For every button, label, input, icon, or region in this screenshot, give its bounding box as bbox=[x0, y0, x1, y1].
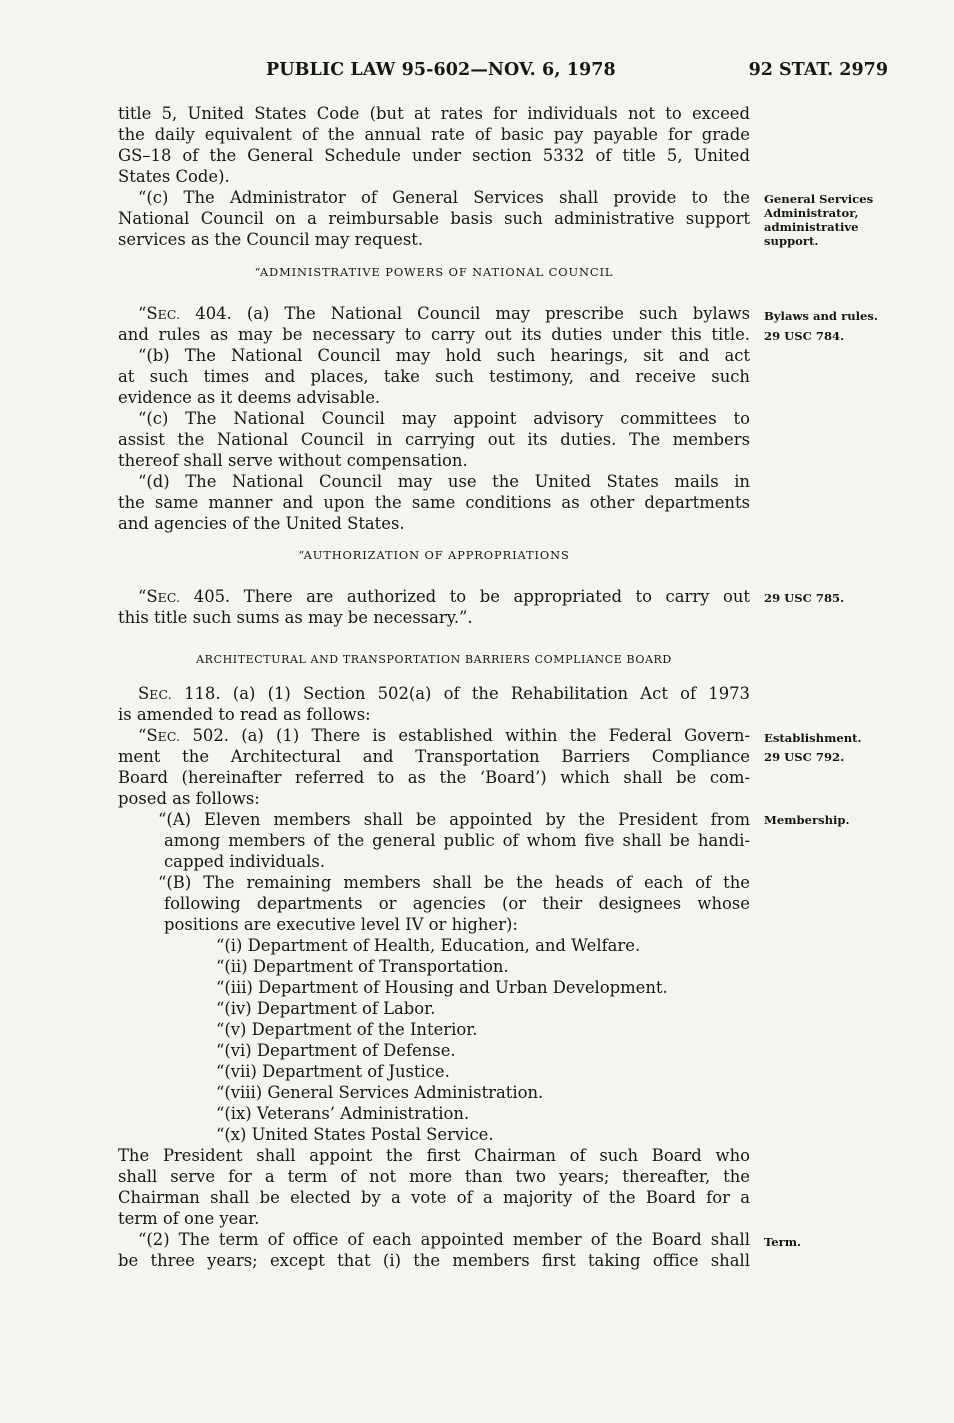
list-item: “(x) United States Postal Service. bbox=[216, 1125, 494, 1144]
page-header bbox=[0, 60, 954, 84]
margin-note-bylaws: Bylaws and rules. bbox=[764, 309, 878, 323]
text-line: services as the Council may request. bbox=[118, 230, 424, 249]
text-line: “(c) The National Council may appoint advisory committees to bbox=[138, 409, 750, 428]
list-item: “(vi) Department of Defense. bbox=[216, 1041, 456, 1060]
text-line: States Code). bbox=[118, 167, 230, 186]
margin-note-line: General Services bbox=[764, 192, 874, 206]
text-line: term of one year. bbox=[118, 1209, 260, 1228]
text-line: “SEC. 502. (a) (1) There is established within the Federal Govern- bbox=[138, 726, 750, 745]
margin-note-membership: Membership. bbox=[764, 813, 850, 827]
text-line: assist the National Council in carrying out its duties. The members bbox=[118, 430, 750, 449]
margin-note-establishment: Establishment. bbox=[764, 731, 862, 745]
text-line: capped individuals. bbox=[164, 852, 326, 871]
section-heading: “AUTHORIZATION OF APPROPRIATIONS bbox=[298, 548, 570, 562]
text-line: evidence as it deems advisable. bbox=[118, 388, 381, 407]
margin-note-term: Term. bbox=[764, 1235, 802, 1249]
list-item: “(ix) Veterans’ Administration. bbox=[216, 1104, 470, 1123]
list-item: “(ii) Department of Transportation. bbox=[216, 957, 509, 976]
list-item: “(vii) Department of Justice. bbox=[216, 1062, 450, 1081]
margin-note-gsa bbox=[764, 192, 914, 248]
text-line: “(A) Eleven members shall be appointed by the President from bbox=[158, 810, 750, 829]
section-heading: “ADMINISTRATIVE POWERS OF NATIONAL COUNCIL bbox=[254, 265, 614, 279]
margin-note-usc-792: 29 USC 792. bbox=[764, 750, 845, 764]
text-line: The President shall appoint the first Chairman of such Board who bbox=[118, 1146, 750, 1165]
list-item: “(viii) General Services Administration. bbox=[216, 1083, 544, 1102]
margin-note-line: support. bbox=[764, 234, 819, 248]
text-line: “(B) The remaining members shall be the heads of each of the bbox=[158, 873, 750, 892]
text-line: following departments or agencies (or their designees whose bbox=[164, 894, 750, 913]
margin-note-line: administrative bbox=[764, 220, 859, 234]
text-line: shall serve for a term of not more than two years; thereafter, the bbox=[118, 1167, 750, 1186]
margin-note-usc-785: 29 USC 785. bbox=[764, 591, 845, 605]
text-line: and agencies of the United States. bbox=[118, 514, 405, 533]
text-line: and rules as may be necessary to carry out its duties under this title. bbox=[118, 325, 750, 344]
text-line: “(b) The National Council may hold such hearings, sit and act bbox=[138, 346, 750, 365]
text-line: “(c) The Administrator of General Services shall provide to the bbox=[138, 188, 750, 207]
margin-note-line: Administrator, bbox=[764, 206, 859, 220]
text-line: be three years; except that (i) the members first taking office shall bbox=[118, 1251, 750, 1270]
text-line: the daily equivalent of the annual rate of basic pay payable for grade bbox=[118, 125, 750, 144]
text-line: the same manner and upon the same conditions as other departments bbox=[118, 493, 750, 512]
section-heading: ARCHITECTURAL AND TRANSPORTATION BARRIERS COMPLIANCE BOARD bbox=[196, 653, 672, 666]
text-line: this title such sums as may be necessary.”. bbox=[118, 608, 473, 627]
text-line: SEC. 118. (a) (1) Section 502(a) of the Rehabilitation Act of 1973 bbox=[138, 684, 750, 703]
text-line: ment the Architectural and Transportation Barriers Compliance bbox=[118, 747, 750, 766]
text-line: “(d) The National Council may use the United States mails in bbox=[138, 472, 750, 491]
list-item: “(iv) Department of Labor. bbox=[216, 999, 436, 1018]
margin-note-usc-784: 29 USC 784. bbox=[764, 329, 845, 343]
list-item: “(v) Department of the Interior. bbox=[216, 1020, 478, 1039]
text-line: “SEC. 405. There are authorized to be appropriated to carry out bbox=[138, 587, 750, 606]
text-line: among members of the general public of whom five shall be handi- bbox=[164, 831, 750, 850]
text-line: Board (hereinafter referred to as the ‘Board’) which shall be com- bbox=[118, 768, 750, 787]
text-line: at such times and places, take such testimony, and receive such bbox=[118, 367, 750, 386]
text-line: positions are executive level IV or higher): bbox=[164, 915, 518, 934]
list-item: “(iii) Department of Housing and Urban Development. bbox=[216, 978, 668, 997]
list-item: “(i) Department of Health, Education, and Welfare. bbox=[216, 936, 641, 955]
text-line: thereof shall serve without compensation. bbox=[118, 451, 468, 470]
text-line: is amended to read as follows: bbox=[118, 705, 371, 724]
running-title: PUBLIC LAW 95-602—NOV. 6, 1978 bbox=[266, 60, 616, 80]
text-line: title 5, United States Code (but at rates for individuals not to exceed bbox=[118, 104, 750, 123]
text-line: posed as follows: bbox=[118, 789, 260, 808]
text-line: National Council on a reimbursable basis such administrative support bbox=[118, 209, 750, 228]
text-line: Chairman shall be elected by a vote of a majority of the Board for a bbox=[118, 1188, 750, 1207]
text-line: GS–18 of the General Schedule under section 5332 of title 5, United bbox=[118, 146, 750, 165]
text-line: “SEC. 404. (a) The National Council may prescribe such bylaws bbox=[138, 304, 750, 323]
stat-page-number: 92 STAT. 2979 bbox=[748, 60, 888, 80]
text-line: “(2) The term of office of each appointed member of the Board shall bbox=[138, 1230, 750, 1249]
